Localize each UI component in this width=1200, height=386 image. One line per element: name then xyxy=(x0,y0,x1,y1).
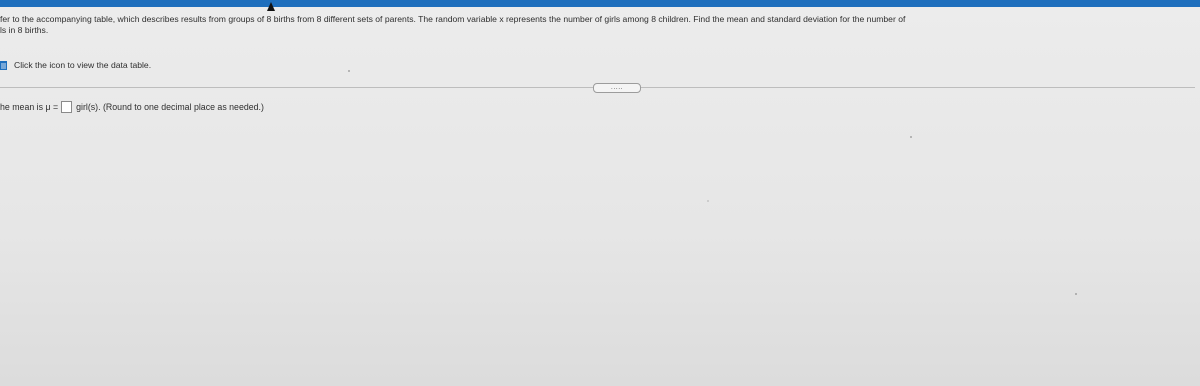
mean-answer-row xyxy=(0,101,264,113)
expand-more-button[interactable]: ..... xyxy=(593,83,641,93)
screen-speck xyxy=(348,70,350,72)
view-data-table-label: Click the icon to view the data table. xyxy=(14,60,152,70)
mean-prompt-label: he mean is μ = xyxy=(0,102,59,112)
question-text xyxy=(0,14,1195,36)
screen-speck xyxy=(910,136,912,138)
view-data-table-link[interactable] xyxy=(0,60,151,70)
mean-answer-input[interactable] xyxy=(61,101,72,113)
question-line-1: fer to the accompanying table, which describes results from groups of 8 births from 8 different sets of parents. The random variable x represents the number of girls among 8 children. Find the mean and standard deviation for the number of xyxy=(0,14,906,24)
screen-speck xyxy=(1075,293,1077,295)
data-table-icon[interactable] xyxy=(0,61,7,70)
mean-unit-instruction: girl(s). (Round to one decimal place as needed.) xyxy=(76,102,264,112)
top-accent-bar xyxy=(0,0,1200,7)
screen-speck xyxy=(707,200,709,202)
question-line-2: ls in 8 births. xyxy=(0,25,49,35)
mouse-cursor-icon xyxy=(267,2,275,11)
